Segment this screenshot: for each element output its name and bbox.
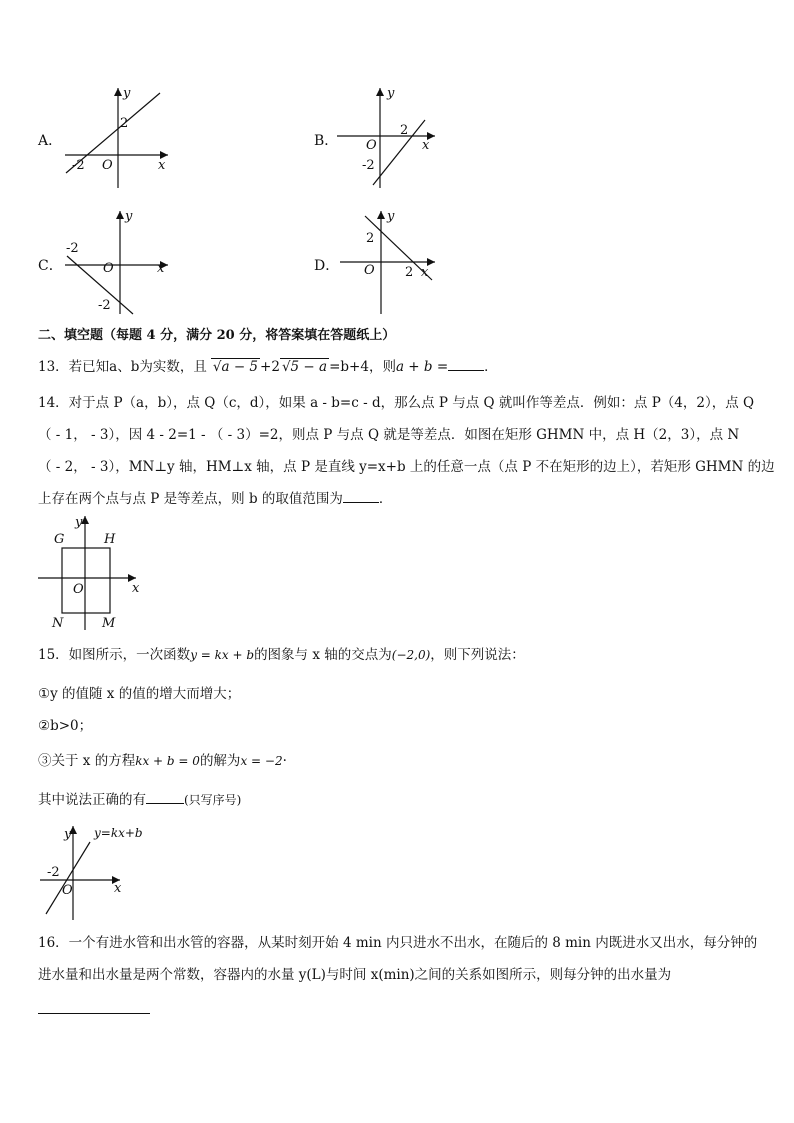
q13-expr: a + b = [395, 359, 449, 375]
q14-figure [36, 512, 146, 632]
tick: -2 [98, 298, 111, 313]
q14-line-3: （ - 2， - 3），MN⊥y 轴，HM⊥x 轴，点 P 是直线 y=x+b 上的任意一点（点 P 不在矩形的边上），若矩形 GHMN 的边 [38, 459, 775, 475]
function-label: y=kx+b [94, 826, 143, 840]
q13-answer-blank[interactable] [448, 358, 484, 371]
y-axis-label: y [64, 827, 72, 842]
origin-label: O [62, 883, 73, 898]
tick: -2 [362, 158, 375, 173]
q15-solution: x = −2 [240, 754, 283, 768]
rectangle-ghmn [62, 548, 110, 613]
option-d-graph [335, 208, 445, 316]
q15-function: y = kx + b [190, 648, 255, 662]
label-g: G [54, 532, 65, 547]
x-axis-label: x [158, 158, 166, 173]
y-axis-label: y [387, 86, 395, 101]
question-13 [38, 357, 498, 377]
option-d-label: D． [314, 258, 340, 274]
y-axis-label: y [125, 209, 133, 224]
tick: 2 [400, 123, 409, 138]
origin-label: O [366, 138, 377, 153]
x-axis-label: x [422, 138, 430, 153]
origin-label: O [73, 582, 84, 597]
q16-answer-blank[interactable] [38, 1012, 150, 1014]
tick: -2 [72, 158, 85, 173]
q15-item-1: ①y 的值随 x 的值的增大而增大； [38, 686, 241, 702]
q13-end: ． [484, 359, 498, 375]
option-b-graph [335, 85, 445, 190]
q13-sqrt-2: √5 − a [281, 359, 328, 375]
tick: 2 [120, 116, 129, 131]
x-axis-label: x [421, 265, 429, 280]
tick: 2 [366, 231, 375, 246]
origin-label: O [364, 263, 375, 278]
q14-line-2: （ - 1， - 3），因 4 - 2=1 - （ - 3）=2，则点 P 与点 Q 就是等差点．如图在矩形 GHMN 中，点 H（2，3），点 N [38, 427, 740, 443]
origin-label: O [103, 261, 114, 276]
q16-line-1: 16．一个有进水管和出水管的容器，从某时刻开始 4 min 内只进水不出水，在随后的 8 min 内既进水又出水，每分钟的 [38, 935, 758, 951]
x-axis-label: x [157, 261, 165, 276]
q13-sqrt-1: √a − 5 [212, 359, 259, 375]
option-c-graph [60, 208, 180, 316]
tick: 2 [405, 265, 414, 280]
q14-line-4: 上存在两个点与点 P 是等差点，则 b 的取值范围为 ． [38, 491, 393, 507]
option-c-label: C． [38, 258, 63, 274]
y-axis-label: y [75, 515, 83, 530]
y-axis-label: y [387, 209, 395, 224]
label-m: M [102, 616, 116, 631]
q15-ask: 其中说法正确的有 (只写序号) [38, 792, 242, 808]
q14-answer-blank[interactable] [343, 490, 379, 503]
q15-item-2: ②b>0； [38, 718, 93, 734]
q15-line-1: 15．如图所示，一次函数y = kx + b的图象与 x 轴的交点为(−2,0)，则下列说法： [38, 647, 525, 663]
q15-answer-blank[interactable] [146, 791, 184, 804]
label-h: H [104, 532, 116, 547]
q13-mid: +2 [260, 359, 280, 375]
section-title: 二、填空题（每题 4 分，满分 20 分，将答案填在答题纸上） [38, 328, 396, 343]
option-a-label: A． [38, 133, 63, 149]
q14-line-1: 14．对于点 P（a，b），点 Q（c，d），如果 a - b=c - d，那么点 P 与点 Q 就叫作等差点．例如：点 P（4，2），点 Q [38, 395, 755, 411]
option-a-graph [60, 85, 180, 190]
q13-suffix: =b+4，则 [329, 359, 396, 375]
tick: -2 [47, 865, 60, 880]
q15-point: (−2,0) [391, 648, 431, 662]
q15-item-3: ③关于 x 的方程kx + b = 0的解为x = −2· [38, 753, 287, 769]
label-n: N [52, 616, 64, 631]
tick: -2 [66, 241, 79, 256]
option-b-label: B． [314, 133, 339, 149]
x-axis-label: x [132, 581, 140, 596]
x-axis-label: x [114, 881, 122, 896]
q13-prefix: 13．若已知a、b为实数，且 [38, 359, 207, 375]
q16-line-2: 进水量和出水量是两个常数，容器内的水量 y(L)与时间 x(min)之间的关系如图所示，则每分钟的出水量为 [38, 967, 672, 983]
q15-equation: kx + b = 0 [135, 754, 200, 768]
q15-figure [38, 822, 148, 922]
origin-label: O [102, 158, 113, 173]
y-axis-label: y [123, 86, 131, 101]
option-b-line [373, 120, 425, 185]
